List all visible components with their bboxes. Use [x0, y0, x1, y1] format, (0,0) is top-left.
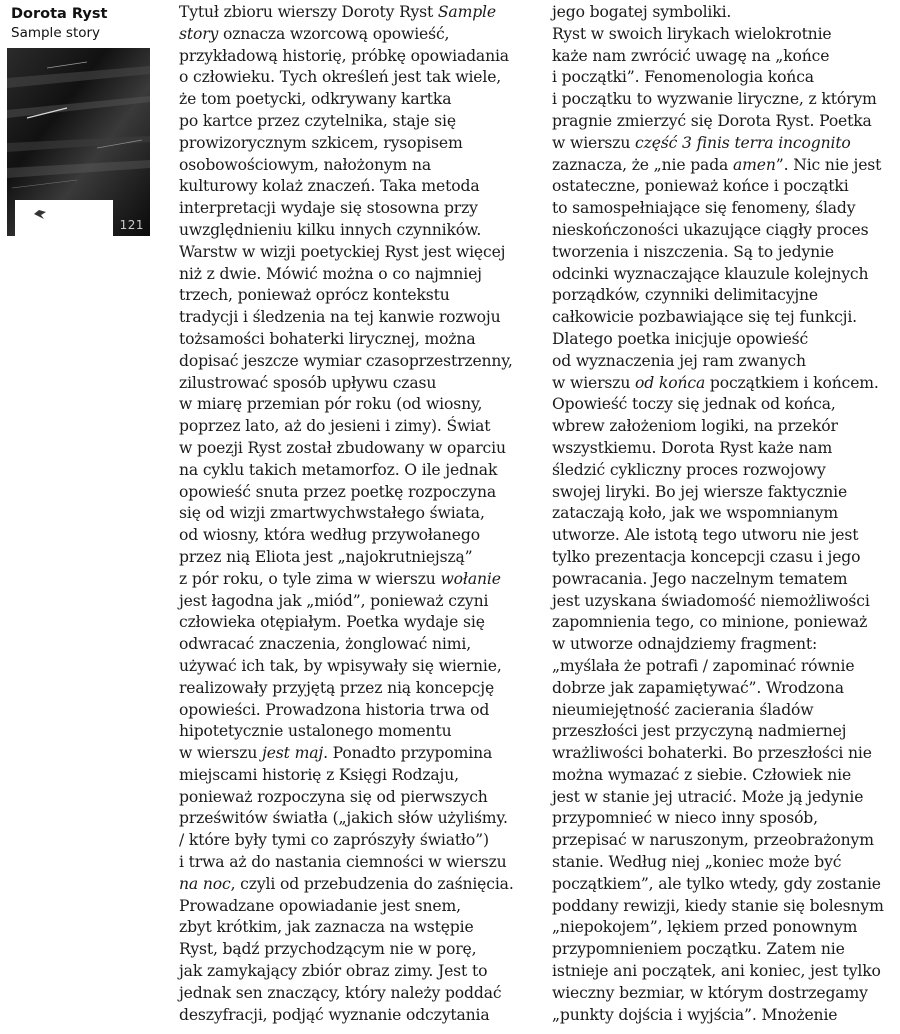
text-segment: dobrze jak zapamiętywać”. Wrodzona [552, 678, 844, 697]
text-segment: można wymazać z siebie. Człowiek nie [552, 765, 852, 784]
text-line [179, 547, 531, 569]
text-segment: interpretacji wydaje się stosowna przy [179, 199, 478, 218]
text-line [179, 460, 531, 482]
text-line [179, 111, 531, 133]
text-segment: swojej liryki. Bo jej wiersze faktycznie [552, 482, 848, 501]
text-segment: deszyfracji, podjąć wyznanie odczytania [179, 1005, 490, 1024]
italic-text: story [179, 24, 219, 43]
text-segment: i początki”. Fenomenologia końca [552, 68, 814, 87]
text-line [179, 89, 531, 111]
text-line [179, 2, 531, 24]
text-line [179, 939, 531, 961]
text-line [179, 852, 531, 874]
text-line [552, 852, 898, 874]
text-segment: jednak sen znaczący, który należy poddać [179, 983, 502, 1002]
text-segment: tradycji i śledzenia na tej kanwie rozwoju [179, 308, 501, 327]
text-line [179, 351, 531, 373]
text-line [552, 416, 898, 438]
text-line [179, 285, 531, 307]
text-segment: istnieje ani początek, ani koniec, jest tylko [552, 962, 881, 981]
text-line [179, 678, 531, 700]
text-segment: poprzez lato, aż do jesieni i zimy). Świat [179, 417, 491, 436]
cover-header [7, 4, 150, 48]
text-segment: i trwa aż do nastania ciemności w wierszu [179, 853, 507, 872]
text-segment: powracania. Jego naczelnym tematem [552, 569, 848, 588]
text-line [552, 678, 898, 700]
text-segment: jest uzyskana świadomość niemożliwości [552, 591, 870, 610]
text-segment: , czyli od przebudzenia do zaśnięcia. [230, 874, 514, 893]
text-line [552, 874, 898, 896]
text-segment: kulturowy kolaż znaczeń. Taka metoda [179, 177, 480, 196]
text-segment: „myślała że potrafi / zapominać równie [552, 656, 855, 675]
text-segment: przypomnieniem początku. Zatem nie [552, 940, 845, 959]
text-line [179, 721, 531, 743]
text-line [179, 67, 531, 89]
text-line [552, 220, 898, 242]
text-segment: utworze. Ale istotą tego utworu nie jest [552, 526, 859, 545]
text-segment: zilustrować sposób upływu czasu [179, 373, 437, 392]
text-segment: . Ponadto przypomina [323, 744, 493, 763]
text-line [179, 307, 531, 329]
text-line [179, 24, 531, 46]
text-segment: Dlatego poetka inicjuje opowieść [552, 329, 809, 348]
italic-text: od końca [635, 373, 706, 392]
text-segment: Warstw w wizji poetyckiej Ryst jest więcej [179, 242, 506, 261]
text-segment: nieskończoności ukazujące ciągły proces [552, 220, 869, 239]
text-line [552, 743, 898, 765]
text-line [552, 983, 898, 1005]
text-segment: niż z dwie. Mówić można o co najmniej [179, 264, 482, 283]
text-line [552, 1005, 898, 1027]
text-line [552, 329, 898, 351]
text-segment: przeszłości jest przyczyną nadmiernej [552, 722, 847, 741]
text-line [179, 242, 531, 264]
text-line [179, 46, 531, 68]
text-line [179, 830, 531, 852]
text-line [179, 917, 531, 939]
text-line [179, 329, 531, 351]
text-line [179, 220, 531, 242]
text-line [552, 896, 898, 918]
text-segment: ostateczne, ponieważ końce i początki [552, 177, 849, 196]
text-segment: stanie. Według niej „koniec może być [552, 853, 842, 872]
text-line [179, 373, 531, 395]
text-segment: Opowieść toczy się jednak od końca, [552, 395, 836, 414]
text-segment: w wierszu [179, 744, 263, 763]
text-segment: prowizorycznym szkicem, rysopisem [179, 133, 463, 152]
italic-text: amen [733, 155, 776, 174]
text-segment: tworzenia i niszczenia. Są to jedynie [552, 242, 834, 261]
text-line [552, 482, 898, 504]
text-line [179, 591, 531, 613]
text-segment: Ryst, bądź przychodzącym nie w porę, [179, 940, 477, 959]
text-line [179, 176, 531, 198]
text-segment: wrażliwości bohaterki. Bo przeszłości nie [552, 744, 872, 763]
text-segment: przypomnieć w nieco inny sposób, [552, 809, 818, 828]
text-segment: Tytuł zbioru wierszy Doroty Ryst [179, 3, 438, 21]
cover-title: Sample story [11, 25, 101, 41]
text-segment: się od wizji zmartwychwstałego świata, [179, 504, 485, 523]
text-segment: w miarę przemian pór roku (od wiosny, [179, 395, 483, 414]
text-line [552, 787, 898, 809]
text-segment: od wyznaczenia jej ram zwanych [552, 351, 806, 370]
text-line [552, 765, 898, 787]
italic-text: jest maj [262, 744, 324, 763]
text-segment: w utworze odnajdziemy fragment: [552, 635, 818, 654]
text-segment: śledzić cykliczny proces rozwojowy [552, 460, 826, 479]
text-segment: jest w stanie jej utracić. Może ją jedynie [552, 787, 864, 806]
publisher-mark-icon [33, 208, 47, 220]
text-segment: hipotetycznie ustalonego momentu [179, 722, 452, 741]
text-segment: / które były tymi co zaprószyły światło”) [179, 831, 489, 850]
text-segment: ponieważ rozpoczyna się od pierwszych [179, 787, 488, 806]
text-line [552, 939, 898, 961]
text-line [552, 460, 898, 482]
text-segment: opowieści. Prowadzona historia trwa od [179, 700, 490, 719]
text-segment: Ryst w swoich lirykach wielokrotnie [552, 24, 832, 43]
text-line [179, 198, 531, 220]
text-segment: oznacza wzorcową opowieść, [218, 24, 450, 43]
text-segment: odwracać znaczenia, żonglować nimi, [179, 635, 472, 654]
text-line [552, 264, 898, 286]
text-segment: Prowadzane opowiadanie jest snem, [179, 896, 461, 915]
text-segment: prześwitów światła („jakich słów użyliśmy. [179, 809, 508, 828]
text-segment: nieumiejętność zacierania śladów [552, 700, 814, 719]
text-segment: wszystkiemu. Dorota Ryst każe nam [552, 438, 833, 457]
text-segment: to samospełniające się fenomeny, ślady [552, 199, 856, 218]
text-line [179, 983, 531, 1005]
text-line [179, 656, 531, 678]
text-line [552, 656, 898, 678]
text-line [552, 351, 898, 373]
text-line [179, 416, 531, 438]
text-segment: przykładową historię, próbkę opowiadania [179, 46, 509, 65]
book-cover [7, 4, 150, 236]
text-segment: z pór roku, o tyle zima w wierszu [179, 569, 441, 588]
text-segment: początkiem”, ale tylko wtedy, gdy zostanie [552, 874, 881, 893]
text-line [552, 547, 898, 569]
text-line [552, 503, 898, 525]
text-line [179, 133, 531, 155]
text-segment: dopisać jeszcze wymiar czasoprzestrzenny, [179, 351, 513, 370]
text-segment: porządków, czynniki delimitacyjne [552, 286, 819, 305]
text-line [179, 438, 531, 460]
text-line [179, 264, 531, 286]
text-line [179, 1005, 531, 1027]
text-column-right [552, 2, 898, 1026]
text-line [552, 394, 898, 416]
text-segment: przez nią Eliota jest „najokrutniejszą” [179, 547, 473, 566]
text-line [179, 612, 531, 634]
text-segment: na cyklu takich metamorfoz. O ile jednak [179, 460, 498, 479]
text-line [179, 765, 531, 787]
text-segment: początkiem i końcem. [705, 373, 879, 392]
text-segment: ”. Nic nie jest [775, 155, 882, 174]
text-segment: zataczają koło, jak we wspomnianym [552, 504, 839, 523]
cover-author: Dorota Ryst [11, 6, 108, 22]
text-line [552, 373, 898, 395]
text-line [552, 307, 898, 329]
text-line [552, 569, 898, 591]
text-line [179, 743, 531, 765]
text-line [552, 67, 898, 89]
text-line [552, 46, 898, 68]
text-line [552, 634, 898, 656]
text-line [179, 394, 531, 416]
text-segment: „punkty dojścia i wyjścia”. Mnożenie [552, 1005, 838, 1024]
text-segment: odcinki wyznaczające klauzule kolejnych [552, 264, 869, 283]
text-line [179, 569, 531, 591]
text-segment: wbrew założeniom logiki, na przekór [552, 417, 838, 436]
text-line [552, 176, 898, 198]
cover-publisher-logo [15, 200, 113, 236]
text-segment: w poezji Ryst został zbudowany w oparciu [179, 438, 506, 457]
italic-text: wołanie [440, 569, 501, 588]
text-segment: całkowicie pozbawiające się tej funkcji. [552, 308, 857, 327]
cover-number: 121 [119, 218, 144, 232]
text-segment: po kartce przez czytelnika, staje się [179, 111, 456, 130]
text-line [179, 700, 531, 722]
text-line [179, 874, 531, 896]
text-segment: jak zamykający zbiór obraz zimy. Jest to [179, 962, 488, 981]
text-segment: i początku to wyzwanie liryczne, z którym [552, 90, 877, 109]
text-line [552, 700, 898, 722]
text-segment: że tom poetycki, odkrywany kartka [179, 90, 452, 109]
text-column-left [179, 2, 531, 1026]
italic-text: Sample [437, 3, 496, 21]
text-line [179, 525, 531, 547]
text-line [552, 961, 898, 983]
text-line [552, 242, 898, 264]
text-line [552, 830, 898, 852]
text-line [552, 721, 898, 743]
text-line [552, 89, 898, 111]
text-segment: w wierszu [552, 373, 636, 392]
text-line [552, 917, 898, 939]
text-line [552, 2, 898, 24]
text-segment: miejscami historię z Księgi Rodzaju, [179, 765, 459, 784]
italic-text: część 3 finis terra incognito [635, 133, 851, 152]
text-line [552, 612, 898, 634]
italic-text: na noc [179, 874, 231, 893]
text-segment: jego bogatej symboliki. [552, 3, 732, 21]
text-segment: uwzględnieniu kilku innych czynników. [179, 220, 482, 239]
text-segment: opowieść snuta przez poetkę rozpoczyna [179, 482, 497, 501]
text-segment: człowieka otępiałym. Poetka wydaje się [179, 613, 485, 632]
text-line [552, 438, 898, 460]
text-segment: zbyt krótkim, jak zaznacza na wstępie [179, 918, 474, 937]
text-segment: w wierszu [552, 133, 636, 152]
text-segment: tożsamości bohaterki lirycznej, można [179, 329, 476, 348]
text-segment: realizowały przyjętą przez nią koncepcję [179, 678, 495, 697]
text-line [179, 503, 531, 525]
text-segment: pragnie zmierzyć się Dorota Ryst. Poetka [552, 111, 872, 130]
text-segment: poddany rewizji, kiedy stanie się bolesnym [552, 896, 884, 915]
text-line [179, 155, 531, 177]
text-line [179, 961, 531, 983]
text-line [552, 155, 898, 177]
text-line [179, 787, 531, 809]
text-segment: zapomnienia tego, co minione, ponieważ [552, 613, 868, 632]
text-line [179, 896, 531, 918]
text-segment: każe nam zwrócić uwagę na „końce [552, 46, 830, 65]
text-segment: o człowieku. Tych określeń jest tak wiele, [179, 68, 502, 87]
text-line [552, 525, 898, 547]
text-segment: od wiosny, która według przywołanego [179, 526, 480, 545]
text-line [552, 198, 898, 220]
text-line [552, 24, 898, 46]
text-line [179, 808, 531, 830]
text-segment: „niepokojem”, lękiem przed ponownym [552, 918, 858, 937]
text-segment: tylko prezentacja koncepcji czasu i jego [552, 547, 861, 566]
text-line [179, 482, 531, 504]
text-segment: osobowościowym, nałożonym na [179, 155, 431, 174]
text-line [552, 285, 898, 307]
text-segment: zaznacza, że „nie pada [552, 155, 733, 174]
text-line [552, 111, 898, 133]
text-line [552, 808, 898, 830]
text-line [179, 634, 531, 656]
text-segment: używać ich tak, by wpisywały się wiernie, [179, 656, 502, 675]
text-segment: trzech, ponieważ oprócz kontekstu [179, 286, 450, 305]
text-line [552, 133, 898, 155]
text-segment: jest łagodna jak „miód”, ponieważ czyni [179, 591, 489, 610]
text-segment: wieczny bezmiar, w którym dostrzegamy [552, 983, 868, 1002]
text-segment: przepisać w naruszonym, przeobrażonym [552, 831, 874, 850]
text-line [552, 591, 898, 613]
